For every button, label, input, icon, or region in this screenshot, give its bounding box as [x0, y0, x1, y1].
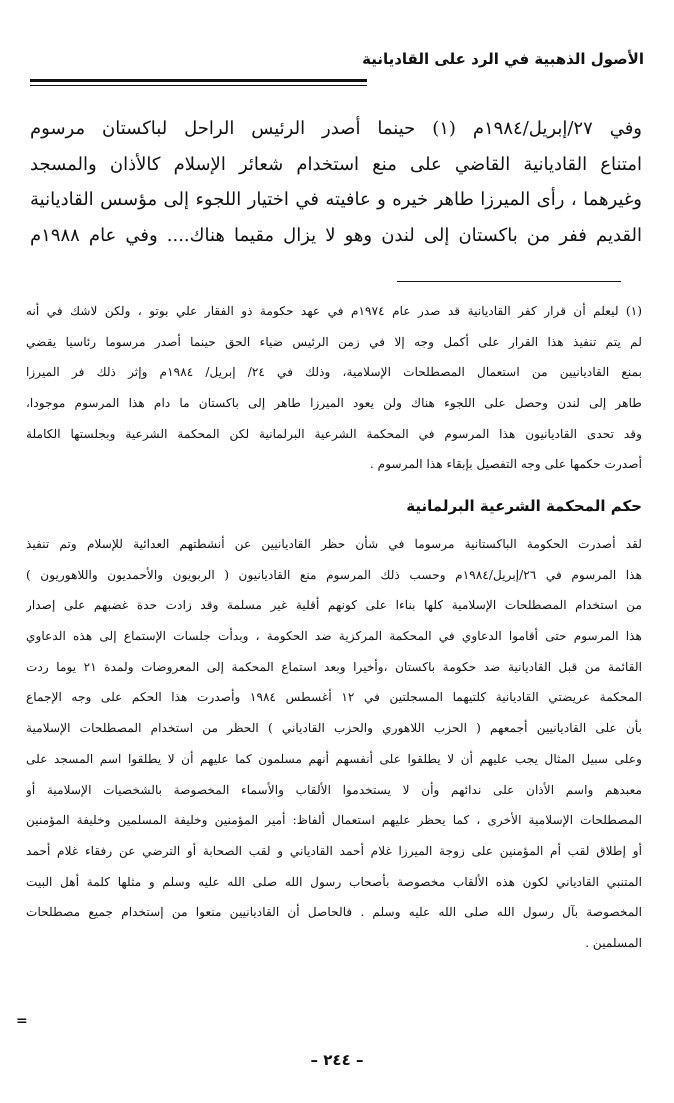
footnote-line: طاهر إلى لندن وحصل على اللجوء هناك ولن يعود الميرزا طاهر إلى باكستان ما دام هذا المرسوم موجودا،: [26, 396, 642, 411]
section-heading: حكم المحكمة الشرعية البرلمانية: [406, 497, 642, 515]
continuation-mark: =: [16, 1013, 28, 1029]
main-text-line: امتناع القاديانية القاضي على منع استخدام شعائر الإسلام كالأذان والمسجد: [30, 153, 642, 175]
ruling-text-line: القائمة من قبل القاديانية ضد حكومة باكستان ،وأخيرا وبعد استماع المحكمة إلى المعروضات ولمدة ٢١ يوما ردت: [26, 659, 642, 674]
main-text-line: وغيرهما ، رأى الميرزا طاهر خيره و عافيته في اختيار اللجوء إلى مؤسس القاديانية: [30, 189, 642, 210]
header-rule-thick: [30, 79, 367, 82]
main-text-line: وفي ٢٧/إبريل/١٩٨٤م (١) حينما أصدر الرئيس الراحل لباكستان مرسوم: [30, 118, 642, 139]
ruling-text-line: هذا المرسوم حتى أقاموا الدعاوي في المحكمة المركزية ضد الحكومة ، وبدأت جلسات الإستماع إلى هذه الدعاوي: [26, 629, 642, 644]
ruling-text-line: المسلمين .: [585, 935, 642, 950]
ruling-text-line: المصطلحات الإسلامية الأخرى ، كما يحظر عليهم استعمال ألفاظ: أمير المؤمنين وخليفة المسلمين وخليفة المؤمنين: [26, 813, 642, 828]
running-head: الأصول الذهبية في الرد على القاديانية: [362, 50, 644, 68]
main-paragraph: [30, 111, 642, 253]
ruling-text-line: بأن على القاديانيين أجمعهم ( الحزب اللاهوري والحزب القادياني ) الحظر من استخدام المصطلحات الإسلامية: [26, 721, 642, 736]
ruling-text-line: المحكمة عريضتي القاديانية كلتيهما المسجلتين في ١٢ أغسطس ١٩٨٤ وأصدرت هذا الحكم على وجه الإجماع: [26, 690, 642, 705]
ruling-text-line: معبدهم واسم الأذان على ندائهم وأن لا يستخدموا الألقاب والأسماء المخصوصة بالشخصيات الإسلامية أو: [26, 782, 642, 797]
ruling-text-line: المتنبي القادياني لكون هذه الألقاب مخصوصة بأصحاب رسول الله صلى الله عليه وسلم و مثلها كلمة أهل البيت: [26, 874, 642, 889]
footnote-separator: [397, 281, 621, 282]
footnote-line: أصدرت حكمها على وجه التفصيل بإبقاء هذا المرسوم .: [369, 457, 642, 472]
footnote: [26, 296, 642, 480]
page-number: – ٢٤٤ –: [310, 1051, 364, 1069]
ruling-text-line: المخصوصة بآل رسول الله صلى الله عليه وسلم . فالحاصل أن القاديانيين منعوا من إستخدام جميع مصطلحات: [26, 905, 642, 920]
ruling-text-line: من استخدام المصطلحات الإسلامية كلها بناءا على كونهم أقلية غير مسلمة وقد زادت حدة غضبهم على إصدار: [26, 598, 642, 613]
ruling-paragraph: [26, 529, 642, 959]
main-text-line: القديم ففر من باكستان إلى لندن وهو لا يزال مقيما هناك.... وفي عام ١٩٨٨م: [30, 224, 642, 246]
ruling-text-line: هذا المرسوم في ٢٦/إبريل/١٩٨٤م وحسب ذلك المرسوم منع القاديانيون ( الربويون والأحمديون واللاهوريون ): [26, 567, 642, 582]
footnote-line: لم يتم تنفيذ هذا القرار على أكمل وجه إلا في زمن الرئيس ضياء الحق حينما أصدر مرسوما رئاسيا يقضي: [26, 334, 642, 349]
ruling-text-line: أو إطلاق لقب أم المؤمنين على زوجة الميرزا غلام أحمد القادياني و لقب الصحابة أو الترضي عن رفقاء غلام أحمد: [26, 843, 642, 858]
header-rule-thin: [30, 85, 367, 86]
ruling-text-line: لقد أصدرت الحكومة الباكستانية مرسوما في شأن حظر القاديانيين عن أنشطتهم العدائية للإسلام وتم تنفيذ: [26, 537, 642, 551]
ruling-text-line: وعلى سبيل المثال يجب عليهم أن لا يطلقوا على أنفسهم أنهم مسلمون كما عليهم أن لا يطلقوا اسم المسجد على: [26, 751, 642, 766]
footnote-line: بمنع القاديانيين من استعمال المصطلحات الإسلامية، وذلك في ٢٤/ إبريل/ ١٩٨٤م وإثر ذلك فر الميرزا: [26, 365, 642, 380]
footnote-line: وقد تحدى القاديانيون هذا المرسوم في المحكمة الشرعية البرلمانية لكن المحكمة الشرعية وبجلستها الكاملة: [26, 426, 642, 441]
footnote-line: (١) ليعلم أن قرار كفر القاديانية قد صدر عام ١٩٧٤م في عهد حكومة ذو الفقار علي بوتو ، ولكن لاشك في أنه: [26, 304, 642, 318]
